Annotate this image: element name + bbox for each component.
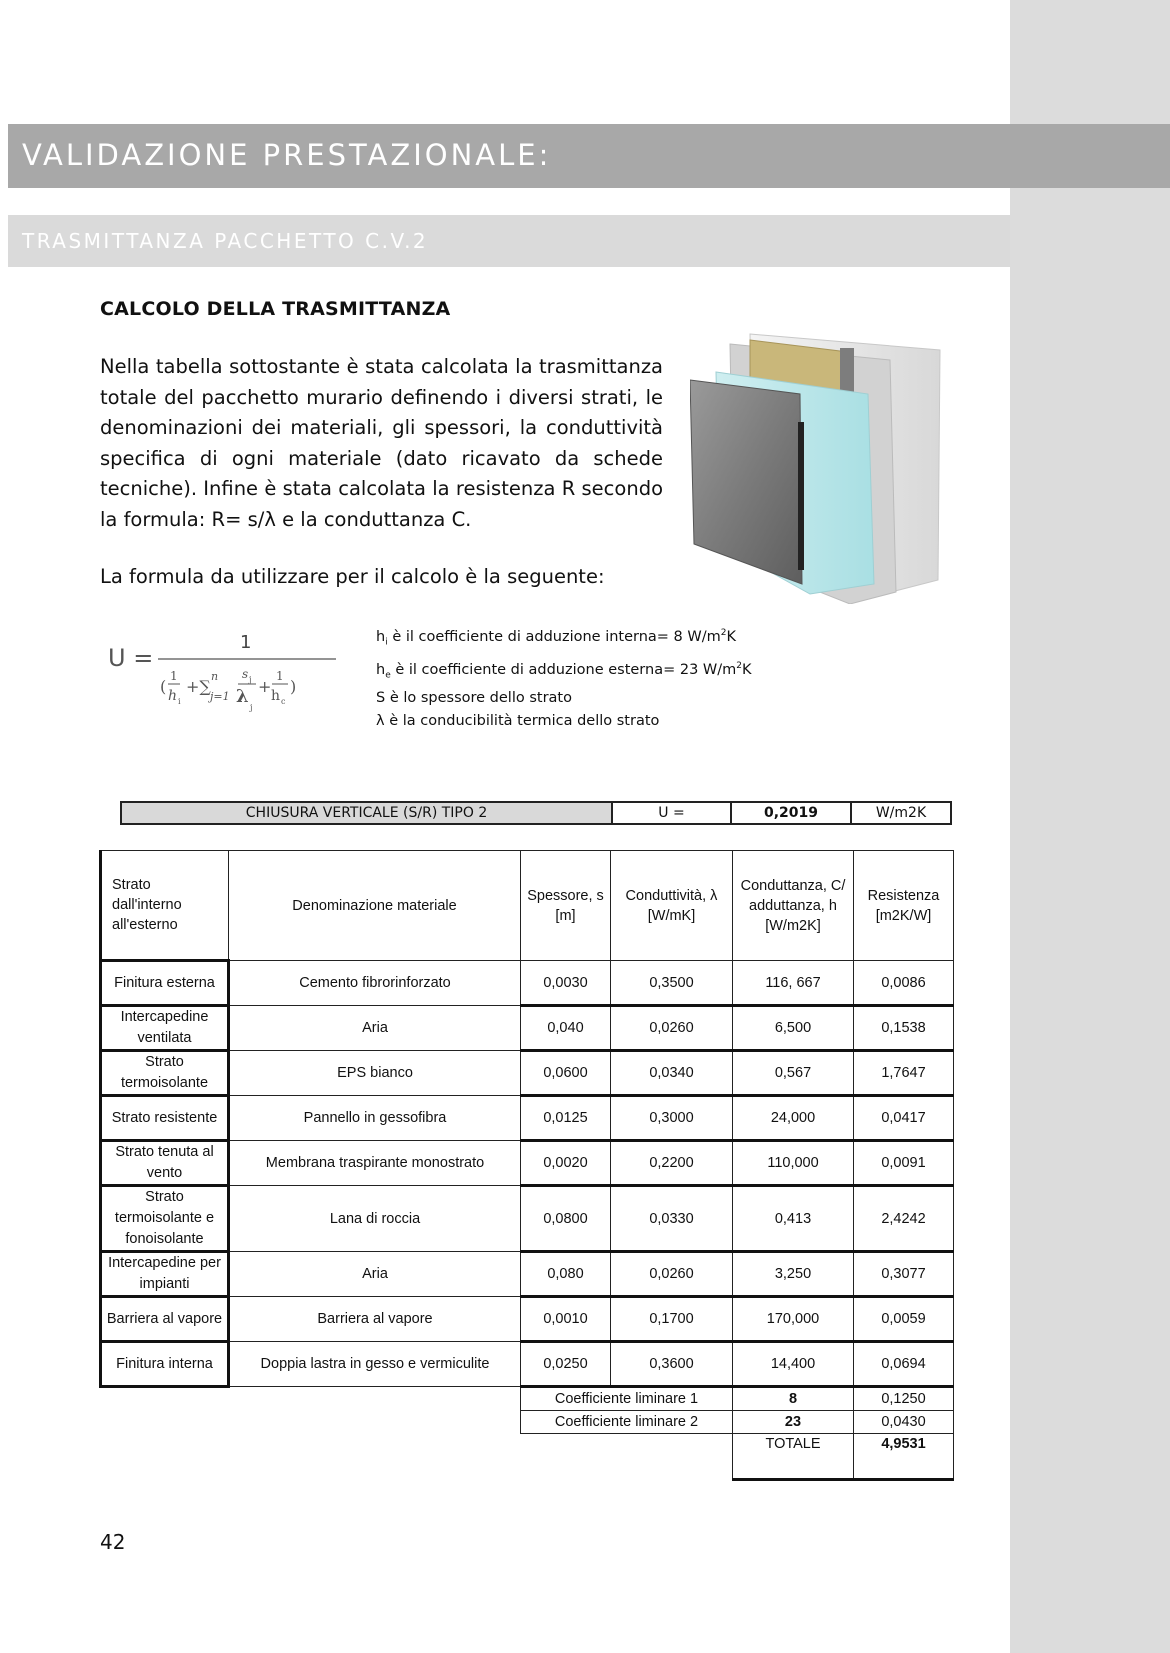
vertical-profile [798, 422, 804, 570]
row-resistenza: 0,1538 [854, 1006, 954, 1051]
row-conduttivita: 0,2200 [611, 1141, 733, 1186]
svg-text:): ) [290, 677, 297, 696]
table-row [101, 1186, 954, 1252]
banner-title: VALIDAZIONE PRESTAZIONALE: [22, 138, 552, 172]
svg-text:+: + [258, 677, 272, 696]
row-spessore: 0,0800 [521, 1186, 611, 1252]
row-spessore: 0,0250 [521, 1342, 611, 1387]
svg-text:λ: λ [236, 686, 249, 707]
coeff-row-1 [101, 1387, 954, 1411]
row-resistenza: 1,7647 [854, 1051, 954, 1096]
svg-text:j=1: j=1 [210, 690, 230, 703]
page-number: 42 [100, 1530, 126, 1554]
row-strato: Strato resistente [101, 1096, 229, 1141]
table-row [101, 961, 954, 1006]
svg-text:(: ( [160, 677, 167, 696]
row-conduttivita: 0,0340 [611, 1051, 733, 1096]
row-strato: Strato termoisolante [101, 1051, 229, 1096]
row-resistenza: 0,3077 [854, 1252, 954, 1297]
row-conduttivita: 0,1700 [611, 1297, 733, 1342]
row-materiale: Pannello in gessofibra [229, 1096, 521, 1141]
total-row [101, 1434, 954, 1480]
row-materiale: EPS bianco [229, 1051, 521, 1096]
svg-text:s: s [242, 667, 249, 681]
table-row [101, 1252, 954, 1297]
banner-subtitle: TRASMITTANZA PACCHETTO C.V.2 [22, 229, 429, 253]
row-strato: Finitura interna [101, 1342, 229, 1387]
wall-layers-illustration [690, 322, 950, 604]
row-materiale: Doppia lastra in gesso e vermiculite [229, 1342, 521, 1387]
svg-text:1: 1 [276, 669, 284, 683]
row-conduttanza: 3,250 [733, 1252, 854, 1297]
svg-text:j: j [249, 675, 252, 684]
header-conduttanza: Conduttanza, C/ adduttanza, h [W/m2K] [733, 851, 854, 961]
total-r: 4,9531 [854, 1434, 954, 1480]
coeff-row-2 [101, 1411, 954, 1434]
row-conduttivita: 0,0330 [611, 1186, 733, 1252]
coeff1-r: 0,1250 [854, 1387, 954, 1411]
row-conduttanza: 24,000 [733, 1096, 854, 1141]
table-row [101, 1297, 954, 1342]
svg-text:+∑: +∑ [186, 677, 211, 696]
row-strato: Intercapedine per impianti [101, 1252, 229, 1297]
concrete-panel [690, 380, 802, 584]
row-spessore: 0,0600 [521, 1051, 611, 1096]
svg-text:c: c [281, 697, 286, 706]
row-spessore: 0,0020 [521, 1141, 611, 1186]
row-materiale: Cemento fibrorinforzato [229, 961, 521, 1006]
header-materiale: Denominazione materiale [229, 851, 521, 961]
row-strato: Strato tenuta al vento [101, 1141, 229, 1186]
row-conduttanza: 116, 667 [733, 961, 854, 1006]
summary-u-label: U = [613, 801, 732, 825]
row-strato: Finitura esterna [101, 961, 229, 1006]
legend-he: $h_e$ è il coefficiente di adduzione esterna= 23 $W/m^2K$ [376, 660, 752, 681]
header-conduttivita: Conduttività, λ [W/mK] [611, 851, 733, 961]
row-conduttivita: 0,0260 [611, 1006, 733, 1051]
svg-text:h: h [168, 688, 178, 704]
row-strato: Strato termoisolante e fonoisolante [101, 1186, 229, 1252]
formula-intro: La formula da utilizzare per il calcolo è la seguente: [100, 565, 605, 588]
table-row [101, 1051, 954, 1096]
row-materiale: Aria [229, 1252, 521, 1297]
coeff2-c: 23 [733, 1411, 854, 1434]
formula-lhs: U = [108, 644, 154, 672]
transmittance-formula [108, 620, 358, 720]
row-conduttanza: 6,500 [733, 1006, 854, 1051]
header-strato: Strato dall'interno all'esterno [101, 851, 229, 961]
row-strato: Barriera al vapore [101, 1297, 229, 1342]
svg-text:1: 1 [170, 669, 178, 683]
row-conduttanza: 110,000 [733, 1141, 854, 1186]
row-spessore: 0,0125 [521, 1096, 611, 1141]
summary-unit: W/m2K [852, 801, 952, 825]
total-label: TOTALE [733, 1434, 854, 1480]
header-resistenza: Resistenza [m2K/W] [854, 851, 954, 961]
row-conduttanza: 170,000 [733, 1297, 854, 1342]
row-conduttanza: 14,400 [733, 1342, 854, 1387]
row-conduttivita: 0,0260 [611, 1252, 733, 1297]
row-resistenza: 0,0417 [854, 1096, 954, 1141]
intro-paragraph: Nella tabella sottostante è stata calcolata la trasmittanza totale del pacchetto murario definendo i diversi strati, le denominazioni dei materiali, gli spessori, la conduttività specifica di ogni materiale (dato ricavato da schede tecniche). Infine è stata calcolata la resistenza R secondo la formula: R= s/λ e la conduttanza C. [100, 355, 663, 531]
svg-text:h: h [271, 688, 281, 704]
row-resistenza: 0,0694 [854, 1342, 954, 1387]
row-materiale: Lana di roccia [229, 1186, 521, 1252]
formula-numerator: 1 [240, 632, 252, 653]
svg-text:j: j [250, 703, 253, 712]
section-heading: CALCOLO DELLA TRASMITTANZA [100, 298, 451, 320]
legend-s: S è lo spessore dello strato [376, 690, 572, 707]
row-materiale: Membrana traspirante monostrato [229, 1141, 521, 1186]
coeff2-r: 0,0430 [854, 1411, 954, 1434]
row-conduttivita: 0,3000 [611, 1096, 733, 1141]
row-resistenza: 0,0091 [854, 1141, 954, 1186]
summary-label: CHIUSURA VERTICALE (S/R) TIPO 2 [120, 801, 613, 825]
table-row [101, 1096, 954, 1141]
row-conduttanza: 0,413 [733, 1186, 854, 1252]
svg-text:n: n [211, 670, 219, 683]
row-resistenza: 2,4242 [854, 1186, 954, 1252]
row-conduttanza: 0,567 [733, 1051, 854, 1096]
table-row [101, 1141, 954, 1186]
table-row [101, 1342, 954, 1387]
row-spessore: 0,0010 [521, 1297, 611, 1342]
svg-text:i: i [178, 697, 181, 706]
row-spessore: 0,080 [521, 1252, 611, 1297]
row-conduttivita: 0,3600 [611, 1342, 733, 1387]
side-band [1010, 0, 1170, 1653]
row-strato: Intercapedine ventilata [101, 1006, 229, 1051]
table-header-row [101, 851, 954, 961]
row-spessore: 0,040 [521, 1006, 611, 1051]
legend-hi: $h_i$ è il coefficiente di adduzione interna= 8 $W/m^2K$ [376, 628, 736, 648]
row-resistenza: 0,0086 [854, 961, 954, 1006]
legend-lambda: λ è la conducibilità termica dello strato [376, 713, 660, 730]
row-materiale: Aria [229, 1006, 521, 1051]
table-row [101, 1006, 954, 1051]
row-resistenza: 0,0059 [854, 1297, 954, 1342]
row-conduttivita: 0,3500 [611, 961, 733, 1006]
coeff2-label: Coefficiente liminare 2 [521, 1411, 733, 1434]
header-spessore: Spessore, s [m] [521, 851, 611, 961]
section-banner [8, 124, 1170, 188]
formula-legend [376, 622, 752, 733]
row-spessore: 0,0030 [521, 961, 611, 1006]
transmittance-table [99, 850, 954, 1481]
summary-u-value: 0,2019 [732, 801, 852, 825]
coeff1-label: Coefficiente liminare 1 [521, 1387, 733, 1411]
row-materiale: Barriera al vapore [229, 1297, 521, 1342]
coeff1-c: 8 [733, 1387, 854, 1411]
subsection-banner [8, 215, 1010, 267]
